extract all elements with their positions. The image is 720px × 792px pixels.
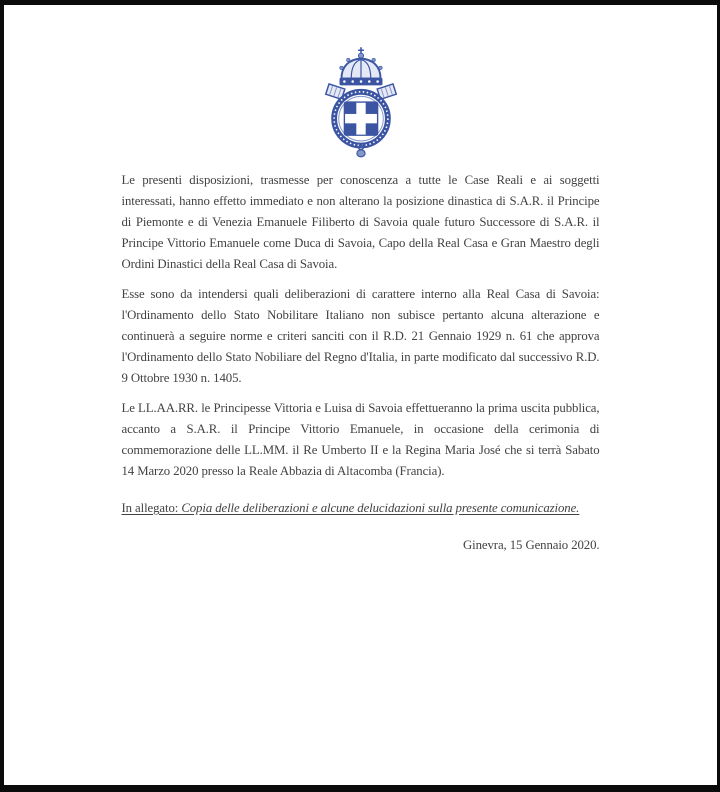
letter-paragraph-2: Esse sono da intendersi quali deliberazioni di carattere interno alla Real Casa di Savoia: l'Ordinamento dello Stato Nobilitare Italiano non subisce pertanto alcuna alterazione e continuerà a seguire norme e criteri sanciti con il R.D. 21 Gennaio 1929 n. 61 che approva l'Ordinamento dello Stato Nobiliare del Regno d'Italia, in parte modificato dal successivo R.D. 9 Ottobre 1930 n. 1405. (121, 287, 600, 385)
letter-paragraph-1: Le presenti disposizioni, trasmesse per conoscenza a tutte le Case Reali e ai soggetti interessati, hanno effetto immediato e non alterano la posizione dinastica di S.A.R. il Principe di Piemonte e di Venezia Emanuele Filiberto di Savoia quale futuro Successore di S.A.R. il Principe Vittorio Emanuele come Duca di Savoia, Capo della Real Casa e Gran Maestro degli Ordini Dinastici della Real Casa di Savoia. (121, 173, 600, 271)
savoy-coat-of-arms-icon (318, 47, 404, 159)
attachment-note (122, 498, 600, 519)
letter-paragraph-3: Le LL.AA.RR. le Principesse Vittoria e Luisa di Savoia effettueranno la prima uscita pubblica, accanto a S.A.R. il Principe Vittorio Emanuele, in occasione della cerimonia di commemorazione delle LL.MM. il Re Umberto II e la Regina Maria José che si terrà Sabato 14 Marzo 2020 presso la Reale Abbazia di Altacomba (Francia). (121, 401, 600, 478)
crest-container (4, 47, 717, 159)
dateline: Ginevra, 15 Gennaio 2020. (463, 538, 600, 552)
letter-body (122, 170, 600, 556)
attachment-text: Copia delle deliberazioni e alcune delucidazioni sulla presente comunicazione. (181, 501, 580, 515)
attachment-label: In allegato: (121, 501, 182, 515)
